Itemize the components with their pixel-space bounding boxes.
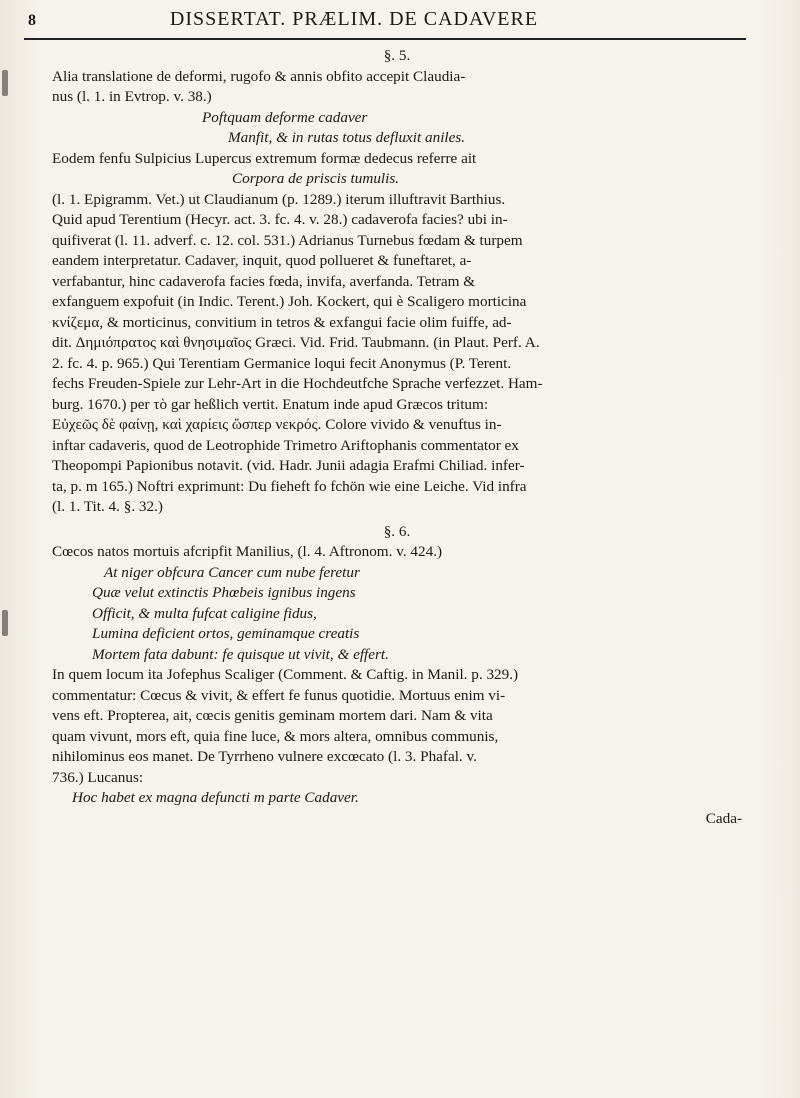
- verse-quote: [52, 108, 742, 149]
- text-line: fechs Freuden-Spiele zur Lehr-Art in die Hochdeutfche Sprache verfezzet. Ham-: [52, 375, 543, 392]
- text-line: vens eft. Propterea, ait, cœcis genitis geminam mortem dari. Nam & vita: [52, 707, 493, 724]
- verse-line: Corpora de priscis tumulis.: [232, 170, 400, 187]
- paragraph: [52, 67, 742, 108]
- section-heading: §. 6.: [383, 522, 411, 540]
- text-line: ta, p. m 165.) Noftri exprimunt: Du fieheft fo fchön wie eine Leiche. Vid infra: [52, 477, 527, 495]
- verse-line: Mortem fata dabunt: fe quisque ut vivit, & effert.: [92, 645, 389, 663]
- paragraph: [52, 542, 742, 563]
- text-line: nihilominus eos manet. De Tyrrheno vulnere excœcato (l. 3. Phafal. v.: [52, 748, 477, 765]
- text-line: quam vivunt, mors eft, quia fine luce, & mors altera, omnibus communis,: [52, 727, 499, 745]
- text-line: verfabantur, hinc cadaverofa facies fœda, invifa, averfanda. Tetram &: [52, 272, 476, 290]
- text-line: commentatur: Cœcus & vivit, & effert fe funus quotidie. Mortuus enim vi-: [52, 686, 506, 704]
- verse-line: Lumina deficient ortos, geminamque creatis: [92, 625, 360, 642]
- paragraph: [52, 149, 742, 518]
- text-line: (l. 1. Tit. 4. §. 32.): [52, 498, 163, 515]
- catchword: Cada-: [705, 809, 742, 827]
- text-line: eandem interpretatur. Cadaver, inquit, quod pollueret & funeftaret, a-: [52, 252, 472, 269]
- text-line: Eodem fenfu Sulpicius Lupercus extremum formæ dedecus referre ait: [52, 149, 477, 167]
- running-title: DISSERTAT. PRÆLIM. DE CADAVERE: [169, 8, 539, 30]
- text-line: nus (l. 1. in Evtrop. v. 38.): [52, 88, 212, 105]
- text-line: Εὐχεῶς δὲ φαίνῃ, καὶ χαρίεις ὥσπερ νεκρός. Colore vivido & venuftus in-: [52, 416, 502, 433]
- verse-line: Quæ velut extinctis Phœbeis ignibus ingens: [92, 584, 356, 601]
- text-line: burg. 1670.) per τὸ gar heßlich vertit. Enatum inde apud Græcos tritum:: [52, 395, 489, 413]
- text-line: quifiverat (l. 11. adverf. c. 12. col. 531.) Adrianus Turnebus fœdam & turpem: [52, 231, 523, 249]
- text-line: Cœcos natos mortuis afcripfit Manilius, (l. 4. Aftronom. v. 424.): [52, 543, 443, 560]
- page-body: [52, 42, 742, 829]
- text-line: κνίζεμα, & morticinus, convitium in tetros & exfangui facie olim fuiffe, ad-: [52, 313, 512, 331]
- verse-line: Manfit, & in rutas totus defluxit aniles.: [228, 129, 466, 146]
- verse-line: Hoc habet ex magna defuncti m parte Cadaver.: [72, 789, 359, 806]
- text-line: In quem locum ita Jofephus Scaliger (Comment. & Caftig. in Manil. p. 329.): [52, 666, 519, 683]
- text-line: exfanguem expofuit (in Indic. Terent.) Joh. Kockert, qui è Scaligero morticina: [52, 293, 527, 310]
- edge-ink-mark: [2, 610, 8, 636]
- text-line: 736.) Lucanus:: [52, 768, 144, 786]
- verse-quote: [52, 788, 742, 809]
- text-line: 2. fc. 4. p. 965.) Qui Terentiam Germanice loqui fecit Anonymus (P. Terent.: [52, 354, 512, 372]
- edge-ink-mark: [2, 70, 8, 96]
- page-number: 8: [28, 12, 36, 29]
- verse-quote: [52, 563, 742, 666]
- text-line: Theopompi Papionibus notavit. (vid. Hadr. Junii adagia Erafmi Chiliad. infer-: [52, 457, 525, 474]
- verse-line: Poftquam deforme cadaver: [202, 108, 368, 126]
- verse-line: At niger obfcura Cancer cum nube feretur: [104, 563, 360, 581]
- text-line: inftar cadaveris, quod de Leotrophide Trimetro Ariftophanis commentator ex: [52, 436, 519, 454]
- paragraph: [52, 665, 742, 788]
- verse-line: Officit, & multa fufcat caligine fidus,: [92, 604, 317, 622]
- page-header: [28, 8, 742, 36]
- text-line: Alia translatione de deformi, rugofo & annis obfito accepit Claudia-: [52, 67, 466, 85]
- text-line: (l. 1. Epigramm. Vet.) ut Claudianum (p. 1289.) iterum illuftravit Barthius.: [52, 190, 506, 208]
- section-heading: §. 5.: [383, 47, 411, 64]
- header-rule: [24, 38, 746, 40]
- text-line: Quid apud Terentium (Hecyr. act. 3. fc. 4. v. 28.) cadaverofa facies? ubi in-: [52, 211, 508, 228]
- text-line: dit. Δημιόπρατος καὶ θνησιμαῖος Græci. Vid. Frid. Taubmann. (in Plaut. Perf. A.: [52, 334, 540, 351]
